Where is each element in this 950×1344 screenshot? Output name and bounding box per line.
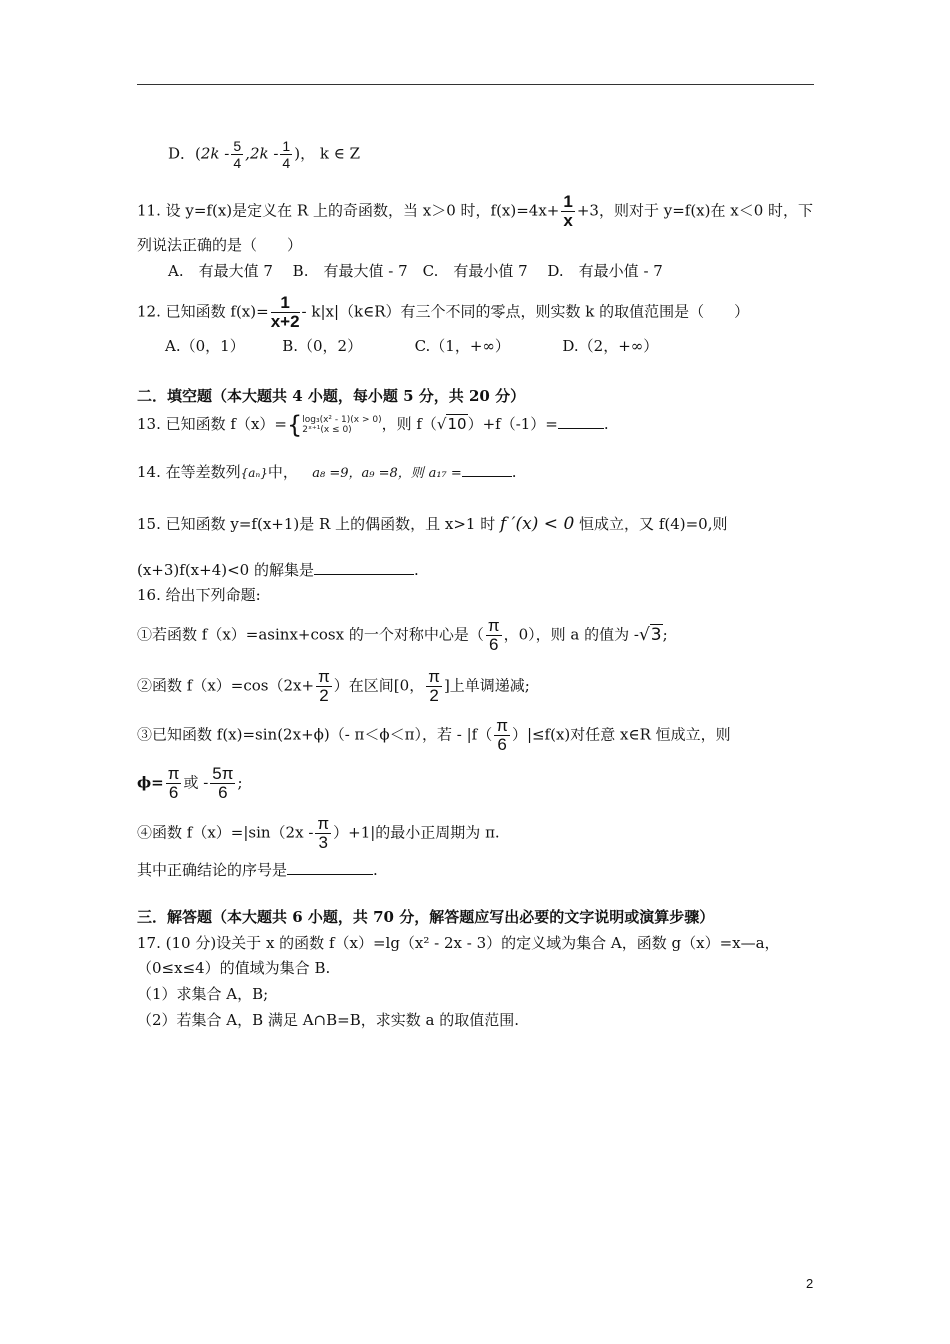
section3-heading: 三．解答题（本大题共 6 小题，共 70 分，解答题应写出必要的文字说明或演算步骤） bbox=[137, 908, 715, 926]
q16-conclusion: 其中正确结论的序号是 . bbox=[137, 861, 378, 879]
q17-line-4: （2）若集合 A，B 满足 A∩B=B，求实数 a 的取值范围. bbox=[137, 1011, 519, 1029]
piecewise: log₃(x² - 1)(x > 0) 2ˣ⁺¹(x ≤ 0) bbox=[302, 415, 382, 435]
fraction: $\frac{\pi}{6}$ bbox=[496, 716, 508, 754]
section2-heading: 二．填空题（本大题共 4 小题，每小题 5 分，共 20 分） bbox=[137, 387, 526, 405]
fraction: $\frac{\pi}{2}$ bbox=[318, 667, 330, 705]
sqrt: √10 bbox=[436, 415, 467, 433]
fraction: $\frac{1}{x+2}$ bbox=[270, 293, 300, 331]
q11-stem: 11. 设 y=f(x)是定义在 R 上的奇函数，当 x＞0 时，f(x)=4x+ $\frac{1}{x}$ +3，则对于 y=f(x)在 x＜0 时，下 bbox=[137, 192, 814, 230]
fraction: $\frac{\pi}{2}$ bbox=[428, 667, 440, 705]
q16-proposition-2: ②函数 f（x）=cos（2x+ $\frac{\pi}{2}$ ）在区间[0， $\frac{\pi}{2}$ ]上单调递减; bbox=[137, 667, 530, 705]
fraction: $\frac{\pi}{6}$ bbox=[487, 616, 500, 654]
q14-stem: 14. 在等差数列{aₙ}中， a₈ =9，a₉ =8，则 a₁₇ = . bbox=[137, 463, 517, 481]
answer-blank bbox=[314, 560, 414, 575]
q16-proposition-3-cont: ϕ= $\frac{\pi}{6}$ 或 - $\frac{5\pi}{6}$ ; bbox=[137, 764, 243, 802]
q15-stem-cont: (x+3)f(x+4)<0 的解集是 . bbox=[137, 561, 419, 579]
sqrt: √3 bbox=[638, 624, 662, 645]
answer-blank bbox=[287, 860, 373, 875]
q17-line-2: （0≤x≤4）的值域为集合 B. bbox=[137, 959, 331, 977]
q12-options: A.（0，1） B.（0，2） C.（1，+∞） D.（2，+∞） bbox=[165, 337, 659, 355]
fraction: $\frac{5\pi}{6}$ bbox=[212, 764, 234, 802]
fraction: $\frac{\pi}{6}$ bbox=[167, 764, 180, 802]
q12-stem: 12. 已知函数 f(x)= $\frac{1}{x+2}$ - k|x|（k∈R）有三个不同的零点，则实数 k 的取值范围是（ ） bbox=[137, 293, 750, 331]
q13-stem: 13. 已知函数 f（x）={ log₃(x² - 1)(x > 0) 2ˣ⁺¹(x ≤ 0) ，则 f（√10）+f（-1）= . bbox=[137, 411, 609, 439]
q17-line-1: 17. (10 分)设关于 x 的函数 f（x）=lg（x² - 2x - 3）的定义域为集合 A，函数 g（x）=x—a， bbox=[137, 934, 780, 952]
fraction: $\frac{5}{4}$ bbox=[233, 138, 242, 171]
q17-line-3: （1）求集合 A，B; bbox=[137, 985, 269, 1003]
left-brace: { bbox=[286, 411, 303, 439]
q16-proposition-4: ④函数 f（x）=|sin（2x - $\frac{\pi}{3}$ ）+1|的最小正周期为 π. bbox=[137, 814, 500, 852]
q11-stem-cont: 列说法正确的是（ ） bbox=[137, 236, 303, 254]
fraction: $\frac{1}{4}$ bbox=[282, 138, 291, 171]
fraction: $\frac{1}{x}$ bbox=[563, 192, 573, 230]
answer-blank bbox=[558, 414, 604, 429]
fraction: $\frac{\pi}{3}$ bbox=[317, 814, 330, 852]
q15-stem: 15. 已知函数 y=f(x+1)是 R 上的偶函数，且 x>1 时 f ′(x) < 0 恒成立，又 f(4)=0,则 bbox=[137, 514, 728, 534]
q16-proposition-3: ③已知函数 f(x)=sin(2x+ϕ)（- π＜ϕ＜π），若 - |f（ $\frac{\pi}{6}$ ）|≤f(x)对任意 x∈R 恒成立，则 bbox=[137, 716, 731, 754]
q11-options: A. 有最大值 7 B. 有最大值 - 7 C. 有最小值 7 D. 有最小值 - 7 bbox=[168, 262, 663, 280]
header-rule bbox=[137, 84, 814, 85]
q16-proposition-1: ①若函数 f（x）=asinx+cosx 的一个对称中心是（ $\frac{\pi}{6}$ ，0），则 a 的值为 -√3; bbox=[137, 616, 668, 654]
answer-blank bbox=[462, 462, 512, 477]
q16-title: 16. 给出下列命题: bbox=[137, 586, 261, 604]
page-number: 2 bbox=[806, 1276, 814, 1291]
q10-option-d: D．(2k - $\frac{5}{4}$ ,2k - $\frac{1}{4}$ )， k ∈ Z bbox=[168, 138, 360, 171]
